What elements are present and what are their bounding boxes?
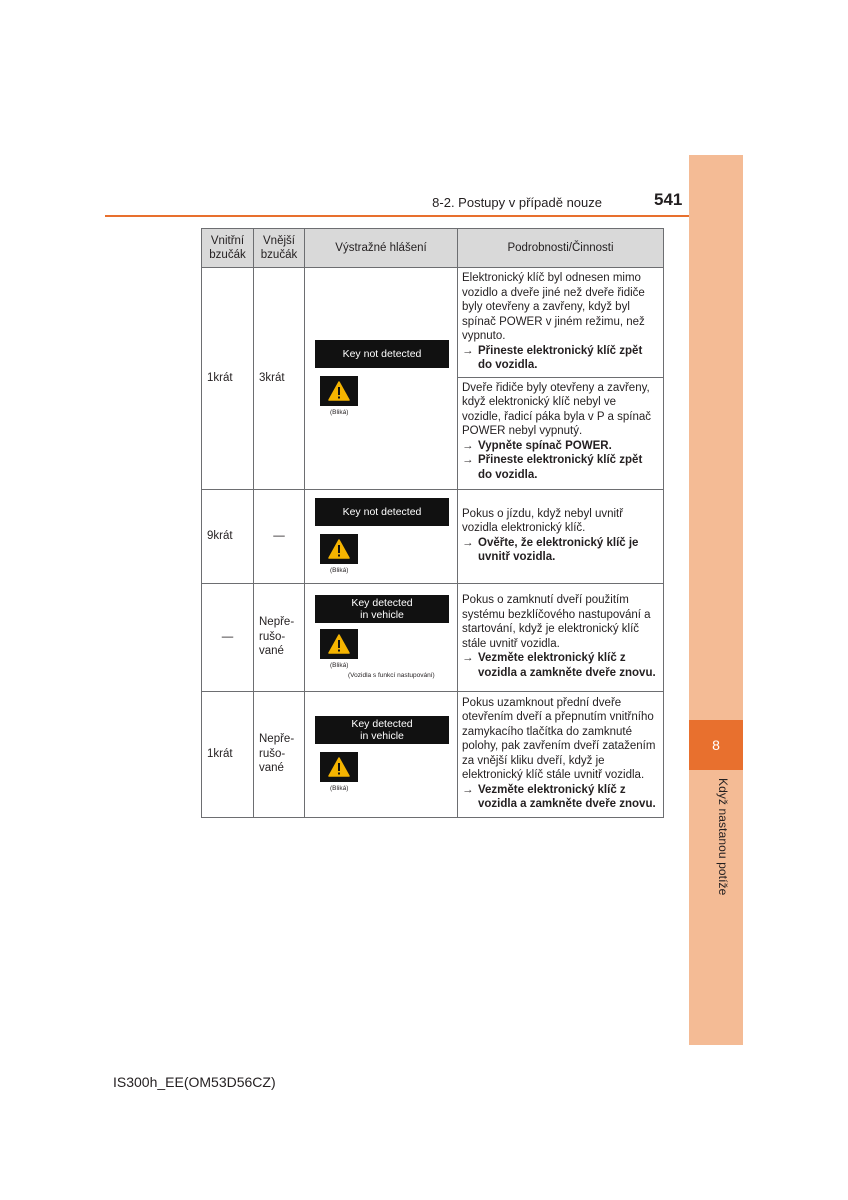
message-line: in vehicle xyxy=(360,608,404,621)
warning-message-cell xyxy=(305,583,458,691)
col-header-outer-buzzer: Vnější bzučák xyxy=(254,229,305,268)
blink-note: (Bliká) xyxy=(330,784,349,792)
message-line: Key detected xyxy=(351,717,413,730)
outer-buzzer-cell: Nepře- rušo- vané xyxy=(254,691,305,817)
col-header-warning-message: Výstražné hlášení xyxy=(305,229,458,268)
action-item: → Přineste elektronický klíč zpět do vozidla. xyxy=(462,454,643,481)
detail-text: Pokus o jízdu, když nebyl uvnitř vozidla elektronický klíč. xyxy=(462,507,624,534)
blink-note: (Bliká) xyxy=(330,408,349,416)
action-item: → Vezměte elektronický klíč z vozidla a zamkněte dveře znovu. xyxy=(462,652,656,679)
header-rule xyxy=(105,215,689,217)
chapter-title-vertical: Když nastanou potíže xyxy=(716,778,730,896)
warning-triangle-icon xyxy=(320,534,358,564)
document-code: IS300h_EE(OM53D56CZ) xyxy=(113,1074,276,1090)
message-line: Key not detected xyxy=(342,505,422,518)
col-header-inner-buzzer: Vnitřní bzučák xyxy=(202,229,254,268)
warning-message-cell xyxy=(305,489,458,583)
outer-buzzer-cell: Nepře- rušo- vané xyxy=(254,583,305,691)
vehicle-note: (Vozidla s funkcí nastupování) xyxy=(348,671,435,679)
page-number: 541 xyxy=(654,190,683,209)
warning-triangle-icon xyxy=(320,629,358,659)
message-line: Key detected xyxy=(351,596,413,609)
section-title: 8-2. Postupy v případě nouze xyxy=(432,195,602,210)
detail-text: Pokus uzamknout přední dveře otevřením dveří a přepnutím vnitřního zamykacího tlačítka do zamknuté polohy, pak zavřením dveří zatažením za vnější kliku dveří, když je elektronický klíč stále uvnitř vozidla. xyxy=(462,696,656,781)
arrow-icon: → xyxy=(462,454,474,466)
chapter-number: 8 xyxy=(712,737,720,753)
col-header-details: Podrobnosti/Činnosti xyxy=(458,229,664,268)
action-item: → Přineste elektronický klíč zpět do vozidla. xyxy=(462,344,643,371)
inner-buzzer-cell: — xyxy=(202,583,254,691)
outer-buzzer-cell: — xyxy=(254,489,305,583)
table-row xyxy=(202,489,664,583)
warning-message-cell xyxy=(305,268,458,490)
table-row xyxy=(202,268,664,378)
blink-note: (Bliká) xyxy=(330,566,349,574)
inner-buzzer-cell: 1krát xyxy=(202,268,254,490)
inner-buzzer-cell: 1krát xyxy=(202,691,254,817)
details-cell xyxy=(458,489,664,583)
detail-text: Pokus o zamknutí dveří použitím systému bezklíčového nastupování a startování, když je elektronický klíč stále uvnitř vozidla. xyxy=(462,594,651,650)
arrow-icon: → xyxy=(462,439,474,452)
warning-message-cell xyxy=(305,691,458,817)
warning-table xyxy=(201,228,664,818)
detail-text: Dveře řidiče byly otevřeny a zavřeny, když elektronický klíč nebyl ve vozidle, řadicí páka byla v P a spínač POWER nebyl vypnutý. xyxy=(462,381,652,437)
chapter-number-tab xyxy=(689,720,743,770)
action-item: → Vypněte spínač POWER. xyxy=(462,439,612,452)
inner-buzzer-cell: 9krát xyxy=(202,489,254,583)
table-header-row xyxy=(202,229,664,268)
outer-buzzer-cell: 3krát xyxy=(254,268,305,490)
details-cell xyxy=(458,268,664,378)
detail-text: Elektronický klíč byl odnesen mimo vozidlo a dveře jiné než dveře řidiče byly otevřeny a zavřeny, když byl spínač POWER v jiném režimu, než vypnuto. xyxy=(462,272,645,342)
message-display xyxy=(315,716,449,744)
arrow-icon: → xyxy=(462,344,474,357)
details-cell xyxy=(458,377,664,489)
message-line: in vehicle xyxy=(360,729,404,742)
message-display xyxy=(315,340,449,368)
message-display xyxy=(315,498,449,526)
blink-note: (Bliká) xyxy=(330,661,349,669)
action-item: → Vezměte elektronický klíč z vozidla a zamkněte dveře znovu. xyxy=(462,783,656,810)
warning-triangle-icon xyxy=(320,752,358,782)
arrow-icon: → xyxy=(462,783,474,796)
chapter-side-band xyxy=(689,155,743,1045)
message-display xyxy=(315,595,449,623)
details-cell xyxy=(458,583,664,691)
table-row xyxy=(202,583,664,691)
arrow-icon: → xyxy=(462,536,474,549)
action-item: → Ověřte, že elektronický klíč je uvnitř vozidla. xyxy=(462,536,639,563)
message-line: Key not detected xyxy=(342,347,422,360)
table-row xyxy=(202,691,664,817)
details-cell xyxy=(458,691,664,817)
warning-triangle-icon xyxy=(320,376,358,406)
arrow-icon: → xyxy=(462,652,474,664)
